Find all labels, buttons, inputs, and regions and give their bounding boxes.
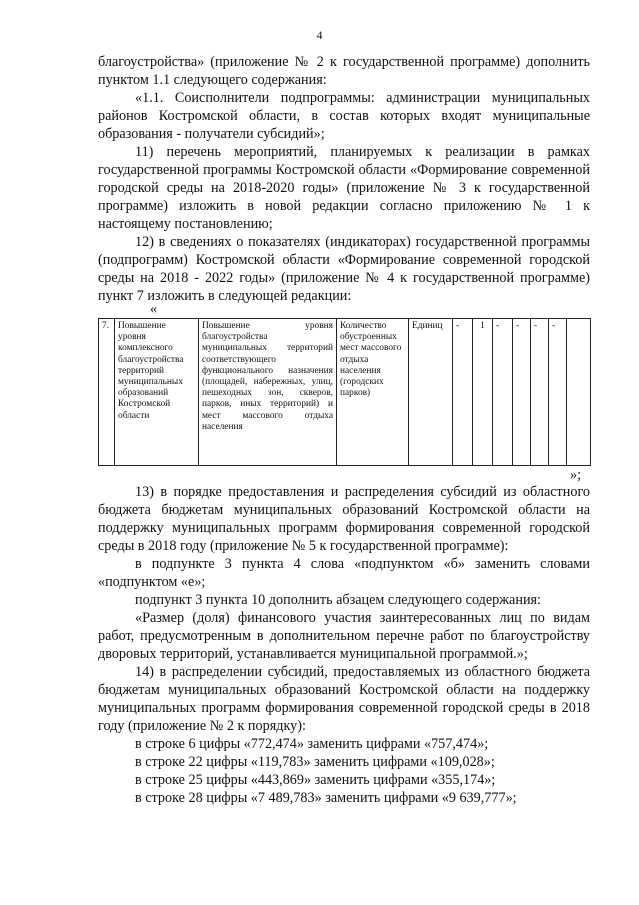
- close-quote: »;: [570, 467, 582, 483]
- open-quote: «: [150, 301, 158, 317]
- paragraph: 13) в порядке предоставления и распределения субсидий из областного бюджета бюджетам муниципальных образований Костромской области на поддержку муниципальных программ формирования современной городской среды в 2018 году (приложение № 5 к государственной программе):: [98, 484, 590, 554]
- paragraph: 14) в распределении субсидий, предоставляемых из областного бюджета бюджетам муниципальных образований Костромской области на поддержку муниципальных программ формирования современной городской среды в 2018 году (приложение № 2 к порядку):: [98, 664, 590, 734]
- paragraph: в подпункте 3 пункта 4 слова «подпунктом «б» заменить словами «подпунктом «е»;: [98, 556, 590, 590]
- paragraph: 11) перечень мероприятий, планируемых к реализации в рамках государственной программы Костромской области «Формирование современной городской среды на 2018-2020 годы» (приложение № 3 к государственной программе) изложить в новой редакции согласно приложению № 1 к настоящему постановлению;: [98, 144, 590, 232]
- page-number: 4: [316, 28, 323, 42]
- table-cell-value: -: [549, 319, 567, 466]
- paragraph: «Размер (доля) финансового участия заинтересованных лиц по видам работ, предусмотренным в дополнительном перечне работ по благоустройству дворовых территорий, устанавливается муниципальной программой.»;: [98, 610, 590, 662]
- table-cell-value: -: [453, 319, 473, 466]
- paragraph: благоустройства» (приложение № 2 к государственной программе) дополнить пунктом 1.1 следующего содержания:: [98, 54, 590, 88]
- table-cell-value: 1: [473, 319, 493, 466]
- paragraph: 12) в сведениях о показателях (индикаторах) государственной программы (подпрограмм) Костромской области «Формирование современной городской среды на 2018 - 2022 годы» (приложение № 4 к государственной программе) пункт 7 изложить в следующей редакции:: [98, 234, 590, 304]
- paragraph: в строке 25 цифры «443,869» заменить цифрами «355,174»;: [135, 772, 496, 788]
- table-cell-number: 7.: [99, 319, 115, 466]
- table-cell-indicator: Количество обустроенных мест массового отдыха населения (городских парков): [337, 319, 409, 466]
- table-cell-empty: [567, 319, 591, 466]
- table-cell-value: -: [493, 319, 513, 466]
- indicator-table: [98, 318, 591, 466]
- text-block-bottom: [98, 483, 590, 807]
- table-cell-value: -: [531, 319, 549, 466]
- table-cell-name: Повышение уровня комплексного благоустройства территорий муниципальных образований Костромской области: [115, 319, 199, 466]
- table-cell-value: -: [513, 319, 531, 466]
- paragraph: «1.1. Соисполнители подпрограммы: администрации муниципальных районов Костромской области, в состав которых входят муниципальные образования - получатели субсидий»;: [98, 90, 590, 142]
- table-cell-description: Повышение уровня благоустройства муниципальных территорий соответствующего функционального назначения (площадей, набережных, улиц, пешеходных зон, скверов, парков, иных территорий) и мест массового отдыха населения: [199, 319, 337, 466]
- paragraph: подпункт 3 пункта 10 дополнить абзацем следующего содержания:: [135, 592, 541, 608]
- paragraph: в строке 28 цифры «7 489,783» заменить цифрами «9 639,777»;: [135, 790, 517, 806]
- paragraph: в строке 22 цифры «119,783» заменить цифрами «109,028»;: [135, 754, 495, 770]
- table-cell-unit: Единиц: [409, 319, 453, 466]
- table-row: [99, 319, 591, 466]
- text-block-top: [98, 53, 590, 305]
- paragraph: в строке 6 цифры «772,474» заменить цифрами «757,474»;: [135, 736, 489, 752]
